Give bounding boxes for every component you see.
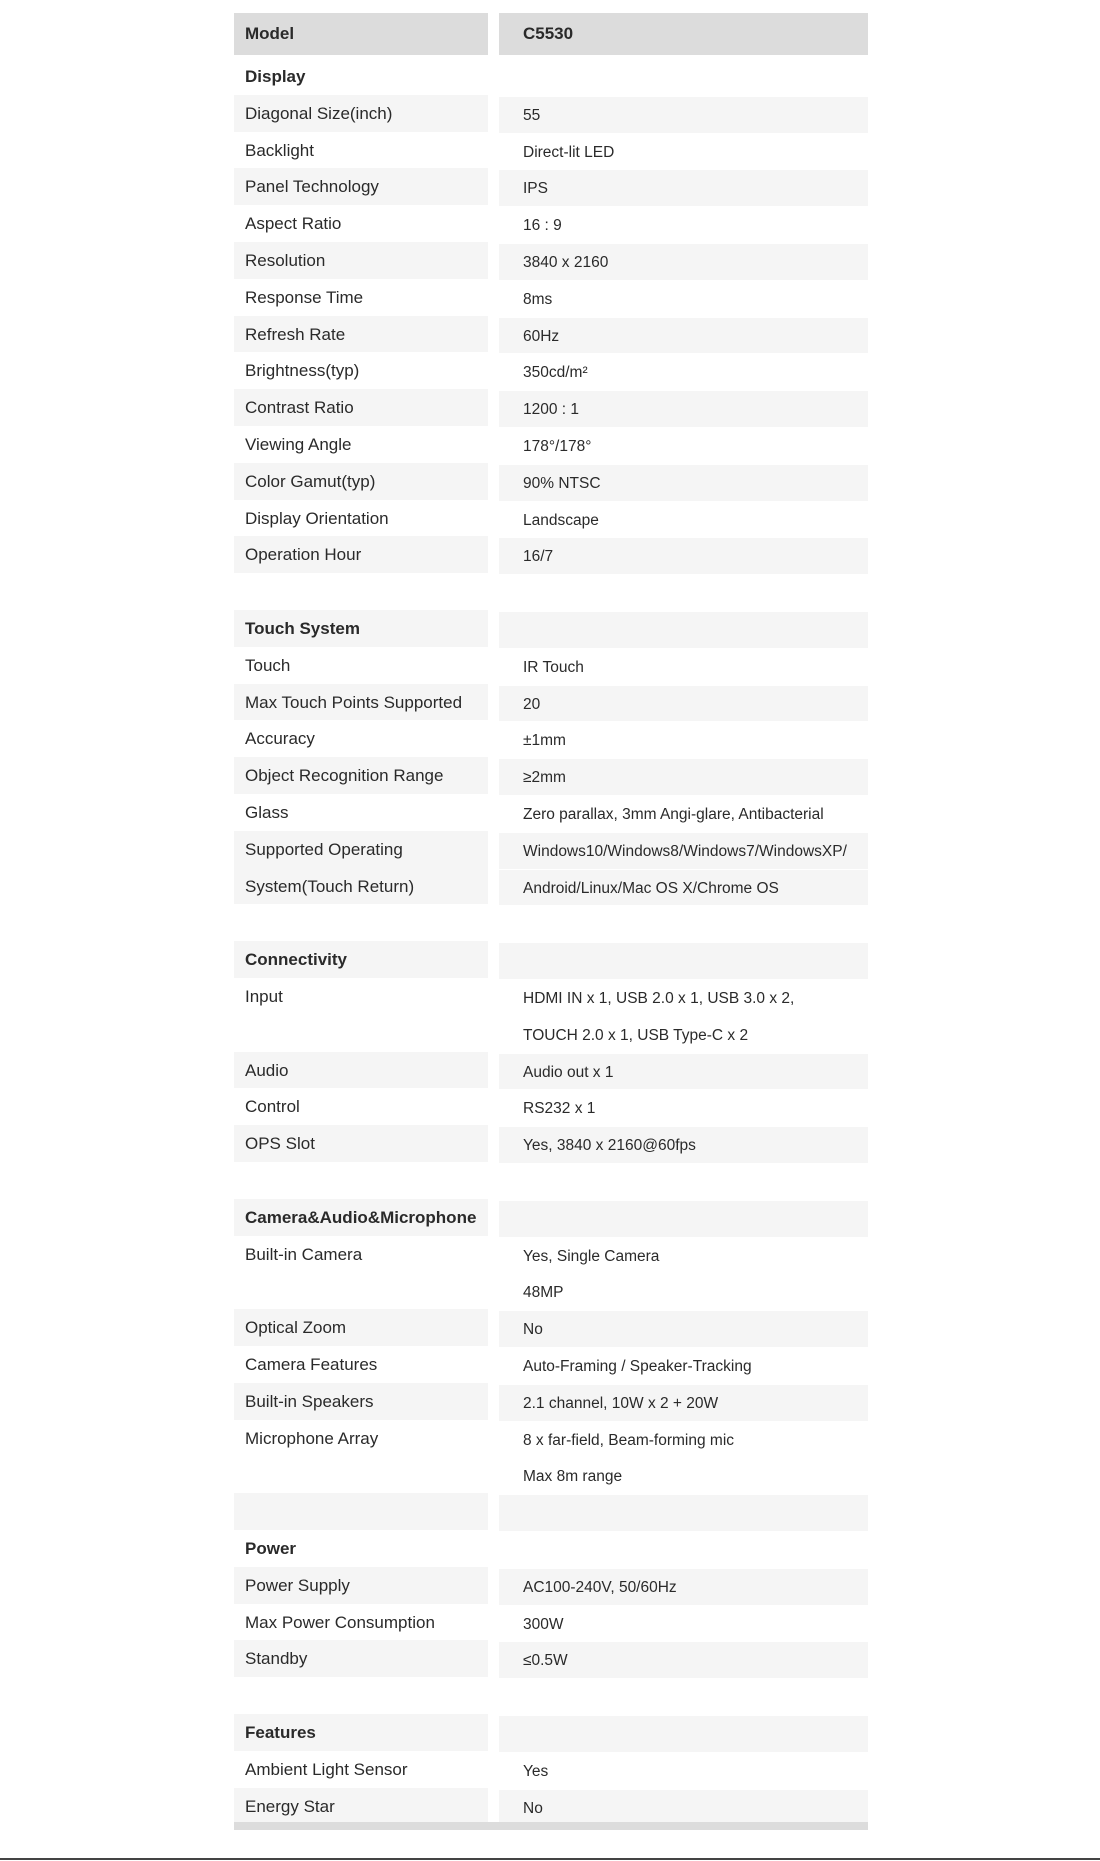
spec-value: ≥2mm [499,759,868,795]
spec-value: 20 [499,686,868,722]
spec-label: Camera Features [245,1355,378,1374]
spec-label: Touch [245,655,291,675]
spec-value: 48MP [523,1284,564,1302]
spec-label: Response Time [245,287,364,307]
spec-label: Control [245,1097,300,1117]
spec-value: ≤0.5W [499,1642,868,1678]
spec-label: Aspect Ratio [245,214,342,234]
spec-label: Max Power Consumption [245,1612,435,1632]
spec-label: Object Recognition Range [234,757,488,794]
spec-value: TOUCH 2.0 x 1, USB Type-C x 2 [523,1026,749,1044]
spec-label [234,1456,488,1493]
spec-label [234,1272,488,1309]
section-value [499,1716,868,1752]
spec-value: Max 8m range [523,1468,623,1486]
section-value [499,1532,868,1568]
spec-label: Audio [234,1052,488,1089]
spec-label: Max Touch Points Supported [234,684,488,721]
spec-label: Display Orientation [245,508,389,528]
spec-value: Windows10/Windows8/Windows7/WindowsXP/ [499,833,868,869]
spec-value: Android/Linux/Mac OS X/Chrome OS [499,870,868,906]
section-heading: Display [245,67,306,86]
spec-label: Energy Star [234,1788,488,1825]
section-heading: Power [245,1539,297,1558]
header-model-label: Model [234,13,488,55]
spec-label: Glass [245,803,289,822]
spec-value: 16/7 [499,538,868,574]
table-bottom-bar [234,1822,868,1830]
spec-label: Supported Operating [234,831,488,868]
spec-value: 60Hz [499,318,868,354]
spec-label: Ambient Light Sensor [245,1759,408,1779]
spec-value: HDMI IN x 1, USB 2.0 x 1, USB 3.0 x 2, [523,990,795,1007]
spec-label: Power Supply [234,1567,488,1604]
spec-label: Optical Zoom [234,1309,488,1346]
spec-label: Accuracy [245,729,315,749]
spec-label: Built-in Camera [245,1244,363,1264]
spec-label: Microphone Array [245,1428,379,1448]
spec-value: 178°/178° [523,438,592,455]
spec-value: 8 x far-field, Beam-forming mic [523,1431,735,1449]
spec-label: System(Touch Return) [234,868,488,905]
spec-label: OPS Slot [234,1125,488,1162]
spec-label: Standby [234,1640,488,1677]
spec-value: IR Touch [523,658,584,676]
spec-value: ±1mm [523,732,566,750]
spec-label: Panel Technology [234,168,488,205]
spec-value: Auto-Framing / Speaker-Tracking [523,1358,752,1375]
spec-label: Refresh Rate [234,316,488,353]
section-heading: Camera&Audio&Microphone [234,1199,488,1236]
section-value [499,1201,868,1237]
spec-label: Operation Hour [234,536,488,573]
header-model-value: C5530 [499,13,868,55]
spec-value: RS232 x 1 [523,1100,596,1118]
spec-value: No [499,1790,868,1826]
spec-value: Zero parallax, 3mm Angi-glare, Antibacterial [523,806,824,823]
spec-label: Brightness(typ) [245,361,360,381]
spec-label: Built-in Speakers [234,1383,488,1420]
spec-value: 55 [499,97,868,133]
spec-value: 2.1 channel, 10W x 2 + 20W [499,1385,868,1421]
spec-value: 300W [523,1615,564,1633]
spec-value: 350cd/m² [523,364,588,382]
spec-value: 16 : 9 [523,217,562,235]
spec-label: Input [245,987,283,1006]
spec-value: IPS [499,170,868,206]
page-bottom-rule [0,1858,1100,1860]
spec-value: 90% NTSC [499,465,868,501]
spec-value: 1200 : 1 [499,391,868,427]
spec-label [234,1493,488,1530]
spec-label: Backlight [245,140,314,160]
section-value [499,612,868,648]
spec-value: Audio out x 1 [499,1054,868,1090]
spec-value: No [499,1311,868,1347]
section-heading: Connectivity [234,941,488,978]
spec-label: Color Gamut(typ) [234,463,488,500]
spec-value: 3840 x 2160 [499,244,868,280]
section-heading: Features [234,1714,488,1751]
spec-value: Yes, 3840 x 2160@60fps [499,1127,868,1163]
spec-label [234,1015,488,1052]
spec-value: Yes [523,1762,549,1780]
section-heading: Touch System [234,610,488,647]
section-value [499,60,868,96]
spec-label: Diagonal Size(inch) [234,95,488,132]
spec-value: Landscape [523,511,599,529]
section-value [499,943,868,979]
spec-value [499,1495,868,1531]
spec-value: Direct-lit LED [523,143,615,161]
spec-label: Viewing Angle [245,435,352,454]
spec-value: 8ms [523,290,553,308]
spec-value: Yes, Single Camera [523,1247,660,1265]
spec-label: Resolution [234,242,488,279]
spec-value: AC100-240V, 50/60Hz [499,1569,868,1605]
spec-label: Contrast Ratio [234,389,488,426]
